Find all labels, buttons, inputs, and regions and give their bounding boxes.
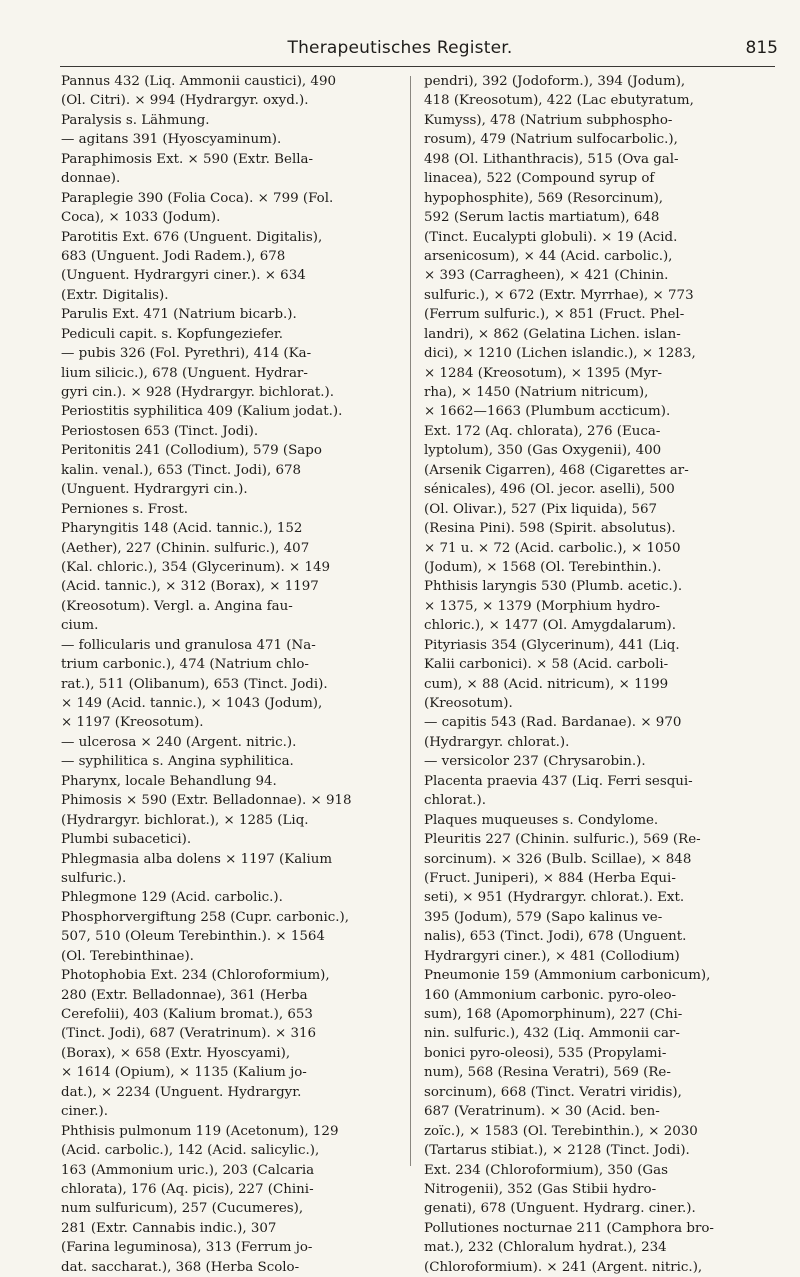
text-line: mat.), 232 (Chloralum hydrat.), 234 <box>424 1240 667 1256</box>
text-line: 498 (Ol. Lithanthracis), 515 (Ova gal- <box>424 151 679 167</box>
text-line: seti), × 951 (Hydrargyr. chlorat.). Ext. <box>424 890 685 906</box>
text-line: Phlegmone 129 (Acid. carbolic.). <box>61 890 283 906</box>
text-line: Nitrogenii), 352 (Gas Stibii hydro- <box>424 1181 657 1197</box>
text-line: (Ol. Olivar.), 527 (Pix liquida), 567 <box>424 501 658 517</box>
page-header <box>0 38 800 62</box>
text-line: — versicolor 237 (Chrysarobin.). <box>424 754 646 770</box>
text-line: dat.), × 2234 (Unguent. Hydrargyr. <box>61 1084 302 1100</box>
text-line: × 149 (Acid. tannic.), × 1043 (Jodum), <box>61 696 323 711</box>
text-line: × 1662—1663 (Plumbum accticum). <box>424 404 671 420</box>
text-line: nin. sulfuric.), 432 (Liq. Ammonii car- <box>424 1026 680 1042</box>
text-line: Plaques muqueuses s. Condylome. <box>424 812 659 828</box>
text-line: Plumbi subacetici). <box>61 832 192 848</box>
text-line: (Fruct. Juniperi), × 884 (Herba Equi- <box>424 870 676 886</box>
text-line: genati), 678 (Unguent. Hydrarg. ciner.). <box>424 1201 696 1217</box>
text-line: Kalii carbonici). × 58 (Acid. carboli- <box>424 657 669 673</box>
text-line: hypophosphite), 569 (Resorcinum), <box>424 190 664 206</box>
text-line: Ext. 172 (Aq. chlorata), 276 (Euca- <box>424 423 661 439</box>
text-line: Phthisis laryngis 530 (Plumb. acetic.). <box>424 579 683 595</box>
text-line: (Ol. Terebinthinae). <box>61 948 194 964</box>
text-line: — capitis 543 (Rad. Bardanae). × 970 <box>424 715 682 731</box>
text-line: × 1614 (Opium), × 1135 (Kalium jo- <box>61 1065 307 1081</box>
text-line: (Tinct. Jodi), 687 (Veratrinum). × 316 <box>61 1026 317 1042</box>
text-line: Periostitis syphilitica 409 (Kalium jodat.). <box>61 404 343 420</box>
left-column <box>61 72 401 1277</box>
page-title: Therapeutisches Register. <box>287 38 513 58</box>
text-line: 395 (Jodum), 579 (Sapo kalinus ve- <box>424 909 663 925</box>
text-line: kalin. venal.), 653 (Tinct. Jodi), 678 <box>61 462 302 478</box>
text-line: 160 (Ammonium carbonic. pyro-oleo- <box>424 987 677 1003</box>
text-line: Pneumonie 159 (Ammonium carbonicum), <box>424 968 711 984</box>
text-line: (Ol. Citri). × 994 (Hydrargyr. oxyd.). <box>61 93 309 109</box>
text-line: (Acid. tannic.), × 312 (Borax), × 1197 <box>61 579 319 595</box>
text-line: rha), × 1450 (Natrium nitricum), <box>424 385 649 400</box>
text-line: Pollutiones nocturnae 211 (Camphora bro- <box>424 1220 714 1236</box>
text-line: Pityriasis 354 (Glycerinum), 441 (Liq. <box>424 637 680 653</box>
text-line: — follicularis und granulosa 471 (Na- <box>61 637 316 653</box>
text-line: Perniones s. Frost. <box>61 501 189 517</box>
text-line: chlorat.). <box>424 793 486 809</box>
text-line: (Hydrargyr. chlorat.). <box>424 734 570 750</box>
text-line: gyri cin.). × 928 (Hydrargyr. bichlorat.). <box>61 385 334 400</box>
text-line: rosum), 479 (Natrium sulfocarbolic.), <box>424 132 678 148</box>
text-line: zoïc.), × 1583 (Ol. Terebinthin.), × 2030 <box>424 1123 698 1139</box>
text-line: 418 (Kreosotum), 422 (Lac ebutyratum, <box>424 93 694 109</box>
text-line: num), 568 (Resina Veratri), 569 (Re- <box>424 1065 671 1081</box>
right-column <box>424 72 774 1277</box>
text-line: 683 (Unguent. Jodi Radem.), 678 <box>61 248 286 264</box>
text-line: Pediculi capit. s. Kopfungeziefer. <box>61 326 284 342</box>
text-line: sénicales), 496 (Ol. jecor. aselli), 500 <box>424 482 675 498</box>
text-line: Phthisis pulmonum 119 (Acetonum), 129 <box>61 1123 339 1139</box>
page-number: 815 <box>745 38 778 58</box>
text-line: sum), 168 (Apomorphinum), 227 (Chi- <box>424 1007 683 1022</box>
text-line: (Unguent. Hydrargyri cin.). <box>61 482 248 498</box>
text-line: lium silicic.), 678 (Unguent. Hydrar- <box>61 365 308 381</box>
text-line: sorcinum). × 326 (Bulb. Scillae), × 848 <box>424 851 692 867</box>
text-line: 163 (Ammonium uric.), 203 (Calcaria <box>61 1162 315 1178</box>
text-line: Placenta praevia 437 (Liq. Ferri sesqui- <box>424 773 693 789</box>
text-line: donnae). <box>61 171 121 187</box>
text-line: (Tinct. Eucalypti globuli). × 19 (Acid. <box>424 229 678 245</box>
text-line: dat. saccharat.), 368 (Herba Scolo- <box>61 1259 300 1275</box>
text-line: Kumyss), 478 (Natrium subphospho- <box>424 112 673 128</box>
text-line: (Tartarus stibiat.), × 2128 (Tinct. Jodi). <box>424 1143 690 1159</box>
text-line: Parotitis Ext. 676 (Unguent. Digitalis), <box>61 229 323 245</box>
text-line: Phosphorvergiftung 258 (Cupr. carbonic.), <box>61 909 349 925</box>
text-line: cium. <box>61 618 99 634</box>
text-line: Periostosen 653 (Tinct. Jodi). <box>61 423 259 439</box>
text-line: (Acid. carbolic.), 142 (Acid. salicylic.), <box>61 1143 320 1159</box>
text-line: (Extr. Digitalis). <box>61 287 169 303</box>
text-line: Pleuritis 227 (Chinin. sulfuric.), 569 (Re- <box>424 832 701 848</box>
text-line: (Kal. chloric.), 354 (Glycerinum). × 149 <box>61 559 331 575</box>
text-line: Peritonitis 241 (Collodium), 579 (Sapo <box>61 443 322 459</box>
text-line: sulfuric.), × 672 (Extr. Myrrhae), × 773 <box>424 287 694 303</box>
text-line: (Kreosotum). <box>424 696 513 711</box>
text-line: sorcinum), 668 (Tinct. Veratri viridis), <box>424 1084 682 1100</box>
column-divider <box>410 76 411 1166</box>
text-line: Pharynx, locale Behandlung 94. <box>61 773 277 789</box>
text-line: Paralysis s. Lähmung. <box>61 112 210 128</box>
text-line: (Ferrum sulfuric.), × 851 (Fruct. Phel- <box>424 307 685 323</box>
text-line: Ext. 234 (Chloroformium), 350 (Gas <box>424 1162 668 1178</box>
text-line: Coca), × 1033 (Jodum). <box>61 210 221 226</box>
text-line: × 1375, × 1379 (Morphium hydro- <box>424 598 661 614</box>
text-line: 280 (Extr. Belladonnae), 361 (Herba <box>61 987 308 1003</box>
text-line: lyptolum), 350 (Gas Oxygenii), 400 <box>424 443 662 459</box>
text-line: rat.), 511 (Olibanum), 653 (Tinct. Jodi). <box>61 676 328 692</box>
text-line: dici), × 1210 (Lichen islandic.), × 1283, <box>424 346 696 362</box>
text-line: sulfuric.). <box>61 870 127 886</box>
text-line: Phimosis × 590 (Extr. Belladonnae). × 918 <box>61 793 352 809</box>
text-line: — pubis 326 (Fol. Pyrethri), 414 (Ka- <box>61 346 312 362</box>
text-line: Phlegmasia alba dolens × 1197 (Kalium <box>61 851 333 867</box>
text-line: num sulfuricum), 257 (Cucumeres), <box>61 1201 304 1217</box>
text-line: landri), × 862 (Gelatina Lichen. islan- <box>424 326 681 342</box>
text-line: Pharyngitis 148 (Acid. tannic.), 152 <box>61 521 303 537</box>
text-line: Cerefolii), 403 (Kalium bromat.), 653 <box>61 1007 313 1022</box>
text-line: (Resina Pini). 598 (Spirit. absolutus). <box>424 521 676 537</box>
text-line: (Unguent. Hydrargyri ciner.). × 634 <box>61 268 306 284</box>
text-line: 281 (Extr. Cannabis indic.), 307 <box>61 1220 277 1236</box>
text-line: pendri), 392 (Jodoform.), 394 (Jodum), <box>424 74 686 89</box>
text-line: × 1284 (Kreosotum), × 1395 (Myr- <box>424 365 663 381</box>
text-line: 687 (Veratrinum). × 30 (Acid. ben- <box>424 1104 660 1120</box>
text-line: × 71 u. × 72 (Acid. carbolic.), × 1050 <box>424 540 681 556</box>
text-line: nalis), 653 (Tinct. Jodi), 678 (Unguent. <box>424 929 687 945</box>
text-line: (Aether), 227 (Chinin. sulfuric.), 407 <box>61 540 310 556</box>
text-line: chlorata), 176 (Aq. picis), 227 (Chini- <box>61 1181 314 1197</box>
text-line: (Farina leguminosa), 313 (Ferrum jo- <box>61 1240 313 1256</box>
text-line: (Arsenik Cigarren), 468 (Cigarettes ar- <box>424 462 689 478</box>
text-line: (Borax), × 658 (Extr. Hyoscyami), <box>61 1045 291 1061</box>
text-line: 592 (Serum lactis martiatum), 648 <box>424 210 660 226</box>
text-line: — agitans 391 (Hyoscyaminum). <box>61 132 282 148</box>
text-line: Photophobia Ext. 234 (Chloroformium), <box>61 968 330 984</box>
text-line: Parulis Ext. 471 (Natrium bicarb.). <box>61 307 297 323</box>
text-line: Hydrargyri ciner.), × 481 (Collodium) <box>424 948 680 964</box>
text-line: × 1197 (Kreosotum). <box>61 715 204 731</box>
text-line: × 393 (Carragheen), × 421 (Chinin. <box>424 268 669 284</box>
text-line: Paraphimosis Ext. × 590 (Extr. Bella- <box>61 151 314 167</box>
text-line: (Kreosotum). Vergl. a. Angina fau- <box>61 598 293 614</box>
text-line: bonici pyro-oleosi), 535 (Propylami- <box>424 1045 667 1061</box>
text-line: — syphilitica s. Angina syphilitica. <box>61 754 294 770</box>
text-line: 507, 510 (Oleum Terebinthin.). × 1564 <box>61 929 325 945</box>
text-line: (Hydrargyr. bichlorat.), × 1285 (Liq. <box>61 812 309 828</box>
text-line: Paraplegie 390 (Folia Coca). × 799 (Fol. <box>61 190 334 206</box>
text-line: cum), × 88 (Acid. nitricum), × 1199 <box>424 676 669 692</box>
header-rule <box>60 66 775 67</box>
text-line: — ulcerosa × 240 (Argent. nitric.). <box>61 734 297 750</box>
text-line: arsenicosum), × 44 (Acid. carbolic.), <box>424 248 673 264</box>
text-line: (Chloroformium). × 241 (Argent. nitric.), <box>424 1259 703 1275</box>
text-line: chloric.), × 1477 (Ol. Amygdalarum). <box>424 618 676 634</box>
text-line: ciner.). <box>61 1104 108 1120</box>
text-line: linacea), 522 (Compound syrup of <box>424 171 655 187</box>
text-line: Pannus 432 (Liq. Ammonii caustici), 490 <box>61 74 336 89</box>
text-line: trium carbonic.), 474 (Natrium chlo- <box>61 657 309 673</box>
text-line: (Jodum), × 1568 (Ol. Terebinthin.). <box>424 559 662 575</box>
